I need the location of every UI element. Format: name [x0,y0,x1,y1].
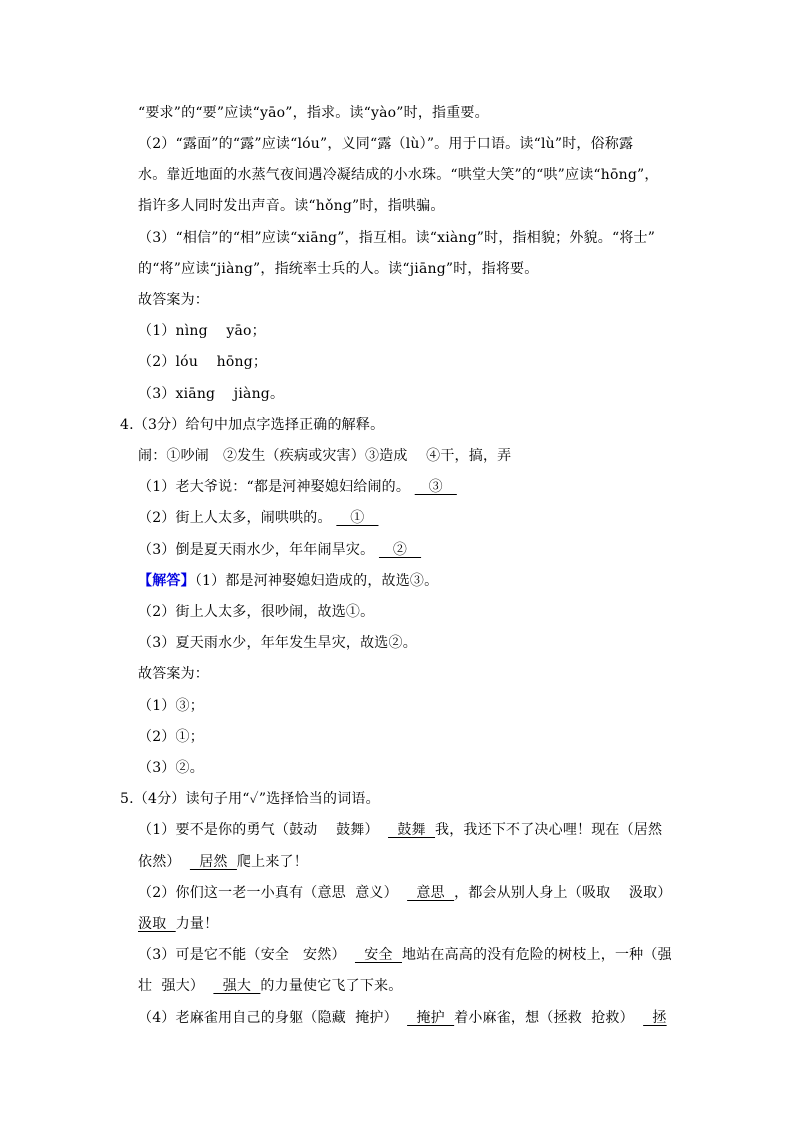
answer-blank: 强大 [213,978,261,994]
question-5-line: 汲取 力量！ [138,916,219,932]
answer-line: （3）②。 [138,760,204,776]
question-5-line: （2）你们这一老一小真有（意思 意义） 意思 ，都会从别人身上（吸取 汲取） [138,885,672,901]
answer-blank: 汲取 [138,916,176,932]
question-5-line: （1）要不是你的勇气（鼓动 鼓舞） 鼓舞 我，我还下不了决心哩！现在（居然 [138,822,663,838]
question-4-item: （1）老大爷说：“都是河神娶媳妇给闹的。 ③ [138,479,457,495]
answer-line: （3）夏天雨水少，年年发生旱灾，故选②。 [138,635,417,651]
question-5-line: （4）老麻雀用自己的身躯（隐藏 掩护） 掩护 着小麻雀，想（拯救 抢救） 拯 [138,1010,667,1026]
answer-blank: ① [336,510,379,526]
answer-blank: ② [378,542,422,558]
question-4-options: 闹：①吵闹 ②发生（疾病或灾害）③造成 ④干，搞，弄 [138,448,512,464]
text-line: 水。靠近地面的水蒸气夜间遇冷凝结成的小水珠。“哄堂大笑”的“哄”应读“hōng”， [138,167,659,183]
answer-line: 【解答】（1）都是河神娶媳妇造成的，故选③。 [138,573,439,589]
answer-blank: 安全 [354,947,402,963]
text-line: 指许多人同时发出声音。读“hǒng”时，指哄骗。 [138,198,445,214]
question-5-title: 5.（4分）读句子用“✓”选择恰当的词语。 [120,791,380,807]
text-line: （2）“露面”的“露”应读“lóu”，义同“露（lù）”。用于口语。读“lù”时，俗称露 [138,136,634,152]
question-4-item: （3）倒是夏天雨水少，年年闹旱灾。 ② [138,542,422,558]
answer-line: （2）①； [138,729,204,745]
text-line: 故答案为： [138,292,209,308]
text-line: （3）“相信”的“相”应读“xiāng”，指互相。读“xiàng”时，指相貌；外貌。“将士” [138,230,656,246]
answer-blank: 掩护 [407,1010,455,1026]
answer-blank: 意思 [407,885,455,901]
text-line: （2）lóu hōng； [138,354,268,370]
text-line: （3）xiāng jiàng。 [138,386,285,402]
question-5-line: （3）可是它不能（安全 安然） 安全 地站在高高的没有危险的树枝上，一种（强 [138,947,672,963]
question-5-line: 依然） 居然 爬上来了！ [138,854,308,870]
answer-line: （1）③； [138,698,204,714]
text-line: 的“将”应读“jiàng”，指统率士兵的人。读“jiāng”时，指将要。 [138,261,539,277]
question-4-item: （2）街上人太多，闹哄哄的。 ① [138,510,379,526]
answer-blank: 拯 [643,1010,667,1026]
text-line: （1）nìng yāo； [138,323,266,339]
text-line: “要求”的“要”应读“yāo”，指求。读“yào”时，指重要。 [138,105,489,121]
answer-line: （2）街上人太多，很吵闹，故选①。 [138,604,375,620]
question-5-line: 壮 强大） 强大 的力量使它飞了下来。 [138,978,403,994]
answer-blank: 鼓舞 [388,822,436,838]
answer-tag: 【解答】 [138,573,195,589]
answer-blank: ③ [414,479,457,495]
answer-blank: 居然 [189,854,237,870]
question-4-title: 4.（3分）给句中加点字选择正确的解释。 [120,417,385,433]
answer-line: 故答案为： [138,666,209,682]
